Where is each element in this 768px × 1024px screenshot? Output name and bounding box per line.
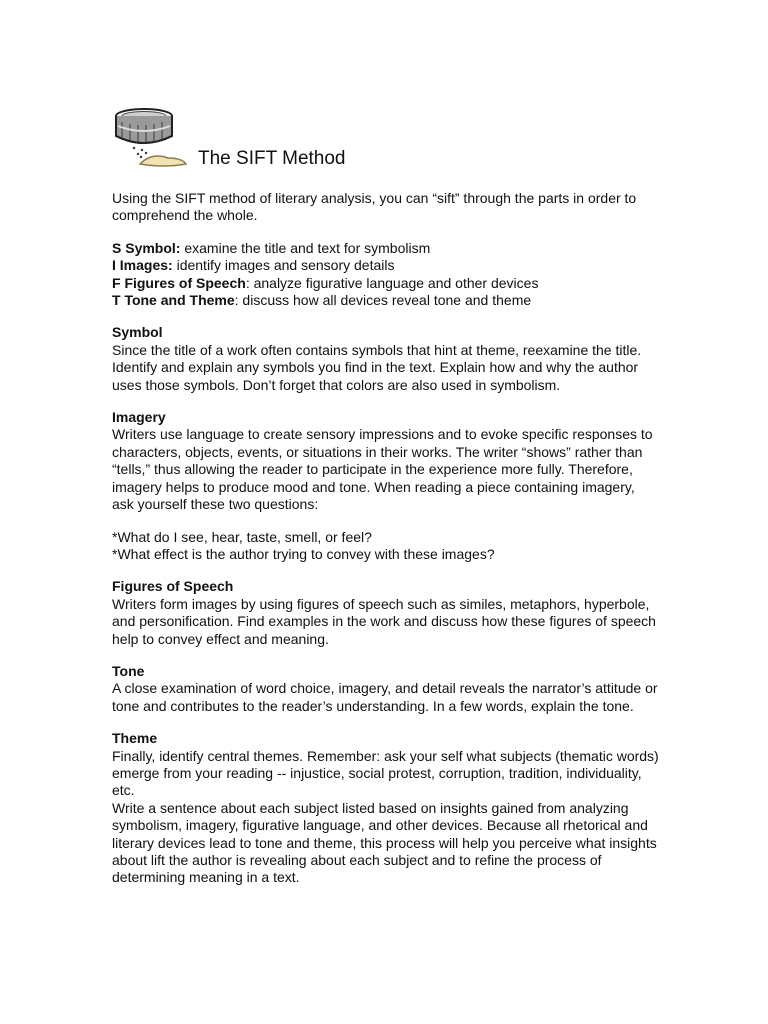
- section-symbol: [112, 324, 660, 394]
- section-tone: [112, 663, 660, 715]
- sift-item-t: T Tone and Theme: discuss how all devices reveal tone and theme: [112, 292, 532, 309]
- sift-list: [112, 240, 660, 310]
- section-body: A close examination of word choice, imagery, and detail reveals the narrator’s attitude or tone and contributes to the reader’s understanding. In a few words, explain the tone.: [112, 680, 658, 714]
- section-heading: Symbol: [112, 324, 163, 341]
- section-heading: Figures of Speech: [112, 578, 234, 595]
- section-body-continued: Write a sentence about each subject listed based on insights gained from analyzing symbolism, imagery, figurative language, and other devices. Because all rhetorical and literary devices lead to tone and theme, this process will help you perceive what insights about lift the author is revealing about each subject and to refine the process of determining meaning in a text.: [112, 799, 657, 886]
- section-heading: Imagery: [112, 409, 166, 426]
- title-row: [112, 100, 660, 175]
- section-body: Since the title of a work often contains symbols that hint at theme, reexamine the title. Identify and explain any symbols you find in the text. Explain how and why the author uses those symbols. Don’t forget that colors are also used in symbolism.: [112, 341, 642, 393]
- imagery-question: *What do I see, hear, taste, smell, or feel?: [112, 528, 372, 545]
- document-body: [112, 190, 660, 887]
- section-figures-of-speech: [112, 578, 660, 648]
- section-heading: Theme: [112, 730, 158, 747]
- sift-item-f: F Figures of Speech: analyze figurative language and other devices: [112, 274, 539, 291]
- page-title: The SIFT Method: [198, 148, 346, 169]
- sifter-icon: [112, 106, 194, 170]
- sift-item-s: S Symbol: examine the title and text for symbolism: [112, 239, 431, 256]
- section-body: Writers form images by using figures of speech such as similes, metaphors, hyperbole, and personification. Find examples in the work and discuss how these figures of speech help to convey effect and meaning.: [112, 595, 656, 647]
- section-heading: Tone: [112, 662, 145, 679]
- imagery-question: *What effect is the author trying to convey with these images?: [112, 545, 495, 562]
- section-body: Writers use language to create sensory impressions and to evoke specific responses to characters, objects, events, or situations in their works. The writer “shows” rather than “tells,” thus allowing the reader to participate in the experience more fully. Therefore, imagery helps to produce mood and tone. When reading a piece containing imagery, ask yourself these two questions:: [112, 426, 653, 513]
- section-imagery: [112, 409, 660, 563]
- section-body: Finally, identify central themes. Remember: ask your self what subjects (thematic words) emerge from your reading -- injustice, social protest, corruption, tradition, individuality, etc.: [112, 747, 659, 799]
- intro-paragraph: Using the SIFT method of literary analysis, you can “sift” through the parts in order to comprehend the whole.: [112, 190, 637, 224]
- section-theme: [112, 730, 660, 887]
- sift-item-i: I Images: identify images and sensory details: [112, 257, 395, 274]
